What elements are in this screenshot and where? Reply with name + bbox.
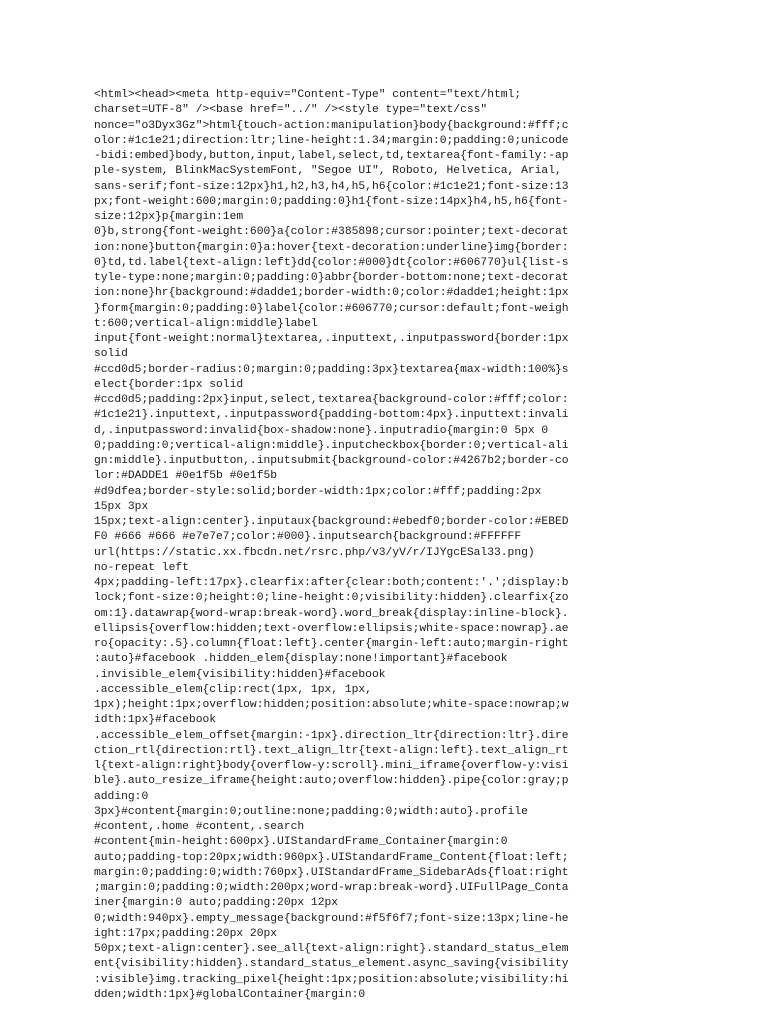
source-line: ction_rtl{direction:rtl}.text_align_ltr{text-align:left}.text_align_rt: [94, 744, 569, 757]
source-line: }form{margin:0;padding:0}label{color:#606770;cursor:default;font-weigh: [94, 302, 569, 315]
source-line: #ccd0d5;padding:2px}input,select,textarea{background-color:#fff;color:: [94, 394, 569, 406]
source-line: elect{border:1px solid: [94, 378, 244, 391]
source-line: margin:0;padding:0;width:760px}.UIStandardFrame_SidebarAds{float:right: [94, 866, 569, 879]
source-line: <html><head><meta http-equiv="Content-Type" content="text/html;: [94, 89, 522, 101]
source-line: gn:middle}.inputbutton,.inputsubmit{background-color:#4267b2;border-co: [94, 455, 569, 467]
source-line: px;font-weight:600;margin:0;padding:0}h1{font-size:14px}h4,h5,h6{font-: [94, 195, 569, 208]
source-line: lock;font-size:0;height:0;line-height:0;visibility:hidden}.clearfix{zo: [94, 592, 569, 605]
source-line: ro{opacity:.5}.column{float:left}.center{margin-left:auto;margin-right: [94, 638, 569, 650]
source-line: #content,.home #content,.search: [94, 821, 305, 833]
source-line: 0;width:940px}.empty_message{background:#f5f6f7;font-size:13px;line-he: [94, 912, 569, 925]
source-line: .accessible_elem_offset{margin:-1px}.direction_ltr{direction:ltr}.dire: [94, 729, 569, 742]
source-line: #ccd0d5;border-radius:0;margin:0;padding:3px}textarea{max-width:100%}s: [94, 363, 569, 376]
source-line: 0;padding:0;vertical-align:middle}.inputcheckbox{border:0;vertical-ali: [94, 439, 569, 452]
source-line: auto;padding-top:20px;width:960px}.UIStandardFrame_Content{float:left;: [94, 851, 569, 864]
source-line: -bidi:embed}body,button,input,label,select,td,textarea{font-family:-ap: [94, 150, 569, 162]
source-line: 0}td,td.label{text-align:left}dd{color:#000}dt{color:#606770}ul{list-s: [94, 256, 569, 269]
source-line: ent{visibility:hidden}.standard_status_element.async_saving{visibility: [94, 958, 569, 971]
source-line: olor:#1c1e21;direction:ltr;line-height:1.34;margin:0;padding:0;unicode: [94, 134, 569, 147]
source-line: 1px);height:1px;overflow:hidden;position:absolute;white-space:nowrap;w: [94, 699, 569, 711]
source-line: 3px}#content{margin:0;outline:none;padding:0;width:auto}.profile: [94, 805, 528, 818]
source-line: ellipsis{overflow:hidden;text-overflow:ellipsis;white-space:nowrap}.ae: [94, 622, 569, 635]
source-line: #1c1e21}.inputtext,.inputpassword{padding-bottom:4px}.inputtext:invali: [94, 409, 569, 422]
source-line: t:600;vertical-align:middle}label: [94, 317, 318, 330]
source-line: solid: [94, 348, 128, 361]
source-line: url(https://static.xx.fbcdn.net/rsrc.php/v3/yV/r/IJYgcESal33.png): [94, 546, 535, 559]
source-line: ion:none}button{margin:0}a:hover{text-decoration:underline}img{border:: [94, 241, 569, 254]
source-line: ight:17px;padding:20px 20px: [94, 927, 278, 940]
source-line: no-repeat left: [94, 561, 189, 574]
source-line: :visible}img.tracking_pixel{height:1px;position:absolute;visibility:hi: [94, 973, 569, 986]
source-line: l{text-align:right}body{overflow-y:scroll}.mini_iframe{overflow-y:visi: [94, 760, 569, 772]
source-line: 0}b,strong{font-weight:600}a{color:#385898;cursor:pointer;text-decorat: [94, 226, 569, 239]
source-line: nonce="o3Dyx3Gz">html{touch-action:manipulation}body{background:#fff;c: [94, 119, 569, 132]
source-line: 15px;text-align:center}.inputaux{background:#ebedf0;border-color:#EBED: [94, 516, 569, 528]
source-line: om:1}.datawrap{word-wrap:break-word}.word_break{display:inline-block}.: [94, 607, 569, 620]
source-line: #content{min-height:600px}.UIStandardFrame_Container{margin:0: [94, 836, 508, 849]
source-line: idth:1px}#facebook: [94, 714, 217, 727]
source-line: d,.inputpassword:invalid{box-shadow:none}.inputradio{margin:0 5px 0: [94, 424, 549, 437]
source-line: ion:none}hr{background:#dadde1;border-width:0;color:#dadde1;height:1px: [94, 287, 569, 300]
source-line: 15px 3px: [94, 500, 149, 513]
source-line: :auto}#facebook .hidden_elem{display:none!important}#facebook: [94, 653, 508, 666]
source-line: ;margin:0;padding:0;width:200px;word-wrap:break-word}.UIFullPage_Conta: [94, 882, 569, 894]
source-line: input{font-weight:normal}textarea,.inputtext,.inputpassword{border:1px: [94, 333, 569, 345]
source-line: size:12px}p{margin:1em: [94, 211, 244, 223]
source-code-text: [94, 88, 670, 1003]
source-line: F0 #666 #666 #e7e7e7;color:#000}.inputsearch{background:#FFFFFF: [94, 531, 522, 544]
source-line: sans-serif;font-size:12px}h1,h2,h3,h4,h5,h6{color:#1c1e21;font-size:13: [94, 180, 569, 193]
source-line: 50px;text-align:center}.see_all{text-align:right}.standard_status_elem: [94, 943, 569, 955]
source-line: iner{margin:0 auto;padding:20px 12px: [94, 897, 339, 910]
source-line: ble}.auto_resize_iframe{height:auto;overflow:hidden}.pipe{color:gray;p: [94, 775, 569, 788]
source-line: tyle-type:none;margin:0;padding:0}abbr{border-bottom:none;text-decorat: [94, 272, 569, 284]
source-line: 4px;padding-left:17px}.clearfix:after{clear:both;content:'.';display:b: [94, 577, 569, 589]
source-line: charset=UTF-8" /><base href="../" /><style type="text/css": [94, 104, 488, 117]
source-line: adding:0: [94, 790, 149, 803]
source-line: .invisible_elem{visibility:hidden}#facebook: [94, 668, 386, 681]
source-line: #d9dfea;border-style:solid;border-width:1px;color:#fff;padding:2px: [94, 485, 542, 498]
source-line: dden;width:1px}#globalContainer{margin:0: [94, 988, 366, 1001]
source-line: ple-system, BlinkMacSystemFont, "Segoe UI", Roboto, Helvetica, Arial,: [94, 165, 562, 178]
source-line: lor:#DADDE1 #0e1f5b #0e1f5b: [94, 470, 278, 483]
source-line: .accessible_elem{clip:rect(1px, 1px, 1px,: [94, 683, 372, 696]
